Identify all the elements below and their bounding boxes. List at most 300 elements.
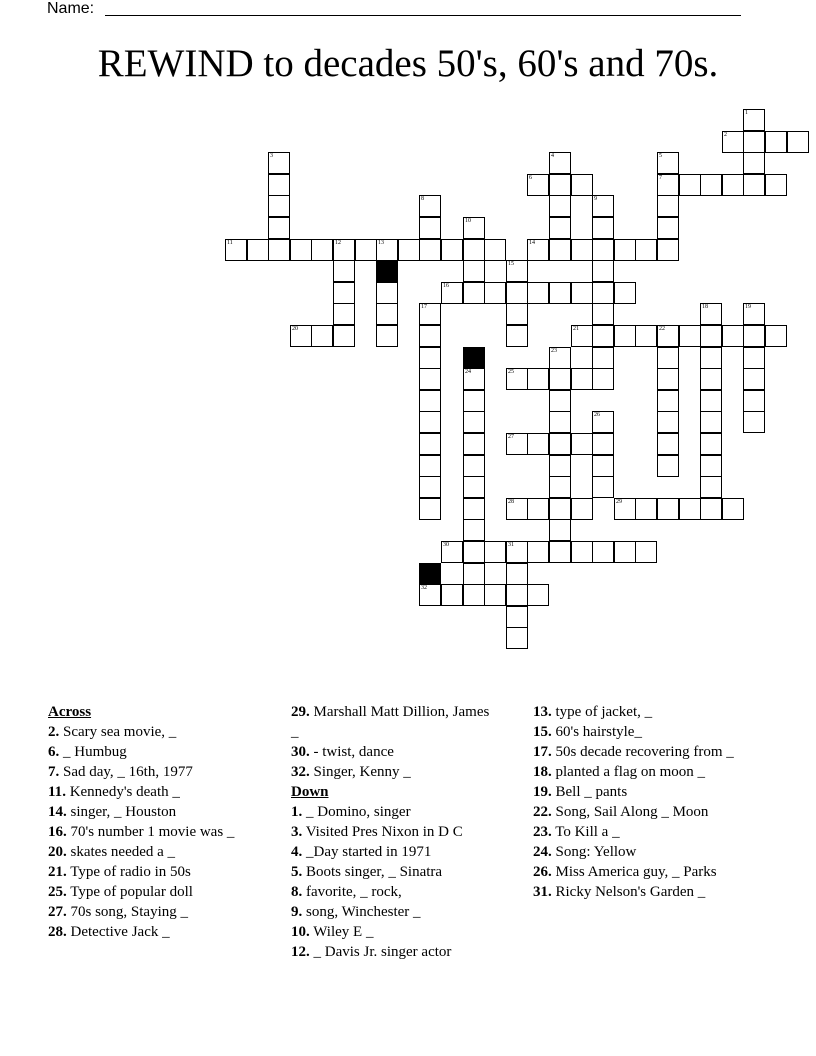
clue-item-number: 9 . — [291, 904, 302, 920]
clue-item-number: 21 . — [48, 864, 67, 880]
crossword-cell[interactable] — [743, 325, 765, 347]
crossword-cell[interactable] — [398, 239, 420, 261]
clue-item-text: To Kill a _ — [555, 824, 620, 840]
clue-column-1 — [48, 702, 278, 942]
crossword-cell[interactable] — [549, 368, 571, 390]
clue-item — [291, 902, 496, 922]
clue-item-number: 25 . — [48, 884, 67, 900]
crossword-cell[interactable] — [527, 584, 549, 606]
crossword-cell[interactable] — [743, 152, 765, 174]
crossword-cell[interactable] — [592, 347, 614, 369]
clue-item-text: skates needed a _ — [70, 844, 176, 860]
crossword-cell[interactable] — [592, 325, 614, 347]
crossword-cell[interactable] — [527, 541, 549, 563]
crossword-cell[interactable] — [549, 174, 571, 196]
clue-item-number: 26 . — [533, 864, 552, 880]
crossword-cell[interactable] — [463, 563, 485, 585]
crossword-cell[interactable] — [419, 498, 441, 520]
crossword-cell[interactable] — [484, 584, 506, 606]
clue-item — [48, 862, 278, 882]
crossword-cell[interactable] — [657, 498, 679, 520]
crossword-cell[interactable] — [268, 195, 290, 217]
across-heading: Across — [48, 704, 92, 720]
clue-item-number: 14 . — [48, 804, 67, 820]
crossword-cell[interactable] — [419, 239, 441, 261]
clue-column-3 — [533, 702, 758, 902]
crossword-cell[interactable] — [571, 282, 593, 304]
crossword-cell[interactable] — [463, 476, 485, 498]
clue-item-text: favorite, _ rock, — [306, 884, 402, 900]
crossword-cell[interactable] — [441, 282, 463, 304]
crossword-cell[interactable] — [592, 239, 614, 261]
crossword-cell[interactable] — [311, 239, 333, 261]
crossword-cell[interactable] — [571, 174, 593, 196]
clue-item — [291, 882, 496, 902]
clue-item — [533, 842, 758, 862]
crossword-cell[interactable] — [700, 347, 722, 369]
clue-item — [48, 902, 278, 922]
crossword-cell[interactable] — [635, 325, 657, 347]
clue-number: 19 — [745, 304, 751, 310]
crossword-cell[interactable] — [376, 282, 398, 304]
crossword-cell[interactable] — [463, 411, 485, 433]
clue-item-number: 16 . — [48, 824, 67, 840]
crossword-cell[interactable] — [635, 239, 657, 261]
crossword-cell[interactable] — [700, 174, 722, 196]
crossword-cell[interactable] — [268, 217, 290, 239]
clue-item-text: type of jacket, _ — [555, 704, 653, 720]
clue-number: 20 — [292, 326, 298, 332]
crossword-cell[interactable] — [506, 627, 528, 649]
crossword-cell[interactable] — [527, 433, 549, 455]
crossword-cell[interactable] — [700, 411, 722, 433]
crossword-cell[interactable] — [700, 455, 722, 477]
clue-item-text: Kennedy's death _ — [69, 784, 180, 800]
clue-item — [291, 862, 496, 882]
clue-number: 31 — [508, 542, 514, 548]
crossword-cell[interactable] — [268, 239, 290, 261]
clue-item-number: 27 . — [48, 904, 67, 920]
crossword-cell[interactable] — [247, 239, 269, 261]
clue-item-text: _ Humbug — [63, 744, 127, 760]
crossword-cell[interactable] — [614, 282, 636, 304]
clue-number: 2 — [724, 132, 727, 138]
crossword-cell[interactable] — [700, 433, 722, 455]
crossword-cell[interactable] — [635, 541, 657, 563]
clue-number: 6 — [529, 175, 532, 181]
crossword-cell[interactable] — [592, 260, 614, 282]
crossword-cell[interactable] — [787, 131, 809, 153]
crossword-cell[interactable] — [743, 174, 765, 196]
crossword-cell[interactable] — [506, 282, 528, 304]
crossword-cell[interactable] — [592, 368, 614, 390]
crossword-cell[interactable] — [463, 390, 485, 412]
clue-item-text: Boots singer, _ Sinatra — [306, 864, 443, 880]
clue-item-text: song, Winchester _ — [306, 904, 421, 920]
crossword-cell[interactable] — [506, 498, 528, 520]
crossword-cell[interactable] — [419, 390, 441, 412]
crossword-cell[interactable] — [571, 498, 593, 520]
crossword-cell[interactable] — [376, 303, 398, 325]
clue-item — [533, 782, 758, 802]
crossword-cell[interactable] — [549, 217, 571, 239]
crossword-cell[interactable] — [743, 368, 765, 390]
crossword-cell[interactable] — [527, 174, 549, 196]
clue-item — [48, 822, 278, 842]
crossword-cell[interactable] — [506, 584, 528, 606]
crossword-cell[interactable] — [592, 217, 614, 239]
crossword-cell[interactable] — [571, 368, 593, 390]
crossword-cell[interactable] — [743, 390, 765, 412]
clue-item — [533, 802, 758, 822]
crossword-cell[interactable] — [419, 303, 441, 325]
clue-number: 13 — [378, 240, 384, 246]
crossword-cell[interactable] — [225, 239, 247, 261]
clue-number: 1 — [745, 110, 748, 116]
crossword-cell[interactable] — [463, 498, 485, 520]
clue-item-text: _ Domino, singer — [306, 804, 411, 820]
crossword-cell[interactable] — [419, 476, 441, 498]
crossword-cell[interactable] — [657, 455, 679, 477]
clue-number: 5 — [659, 153, 662, 159]
crossword-cell[interactable] — [700, 390, 722, 412]
clue-item-number: 30 . — [291, 744, 310, 760]
clue-item-number: 23 . — [533, 824, 552, 840]
clue-item — [533, 762, 758, 782]
crossword-cell[interactable] — [463, 368, 485, 390]
clue-item-text: Song: Yellow — [555, 844, 637, 860]
crossword-cell[interactable] — [657, 368, 679, 390]
clue-item-text: Bell _ pants — [555, 784, 628, 800]
crossword-cell[interactable] — [333, 303, 355, 325]
clue-number: 14 — [529, 240, 535, 246]
clue-item — [48, 882, 278, 902]
clue-item — [533, 882, 758, 902]
crossword-cell[interactable] — [463, 239, 485, 261]
crossword-cell[interactable] — [333, 239, 355, 261]
clue-item-text: Wiley E _ — [313, 924, 374, 940]
crossword-cell[interactable] — [700, 303, 722, 325]
clue-item-text: Visited Pres Nixon in D C — [305, 824, 463, 840]
crossword-cell[interactable] — [419, 584, 441, 606]
name-label: Name: — [47, 0, 95, 17]
black-square — [419, 563, 441, 585]
clue-column-2 — [291, 702, 496, 962]
crossword-cell[interactable] — [376, 325, 398, 347]
crossword-cell[interactable] — [419, 195, 441, 217]
clue-number: 24 — [465, 369, 471, 375]
crossword-cell[interactable] — [700, 498, 722, 520]
clue-number: 22 — [659, 326, 665, 332]
crossword-cell[interactable] — [657, 347, 679, 369]
clue-item-number: 17 . — [533, 744, 552, 760]
crossword-cell[interactable] — [592, 476, 614, 498]
clue-item-text: Sad day, _ 16th, 1977 — [63, 764, 193, 780]
crossword-cell[interactable] — [484, 239, 506, 261]
crossword-cell[interactable] — [290, 325, 312, 347]
clue-item — [533, 722, 758, 742]
clue-item-text: 70's number 1 movie was _ — [70, 824, 235, 840]
clue-number: 32 — [421, 585, 427, 591]
crossword-cell[interactable] — [765, 131, 787, 153]
clue-number: 16 — [443, 283, 449, 289]
crossword-cell[interactable] — [549, 455, 571, 477]
clue-item-number: 11 . — [48, 784, 66, 800]
crossword-cell[interactable] — [549, 476, 571, 498]
crossword-cell[interactable] — [743, 109, 765, 131]
crossword-cell[interactable] — [463, 217, 485, 239]
crossword-cell[interactable] — [419, 217, 441, 239]
crossword-cell[interactable] — [527, 498, 549, 520]
crossword-cell[interactable] — [333, 282, 355, 304]
clue-item-text: Type of radio in 50s — [70, 864, 191, 880]
crossword-cell[interactable] — [549, 519, 571, 541]
crossword-cell[interactable] — [765, 325, 787, 347]
crossword-cell[interactable] — [527, 282, 549, 304]
crossword-cell[interactable] — [441, 541, 463, 563]
crossword-cell[interactable] — [722, 498, 744, 520]
crossword-cell[interactable] — [463, 282, 485, 304]
crossword-cell[interactable] — [549, 411, 571, 433]
crossword-cell[interactable] — [506, 325, 528, 347]
clue-item-number: 18 . — [533, 764, 552, 780]
crossword-cell[interactable] — [571, 239, 593, 261]
clue-item-number: 28 . — [48, 924, 67, 940]
crossword-cell[interactable] — [657, 325, 679, 347]
crossword-cell[interactable] — [376, 239, 398, 261]
crossword-cell[interactable] — [657, 411, 679, 433]
crossword-cell[interactable] — [419, 325, 441, 347]
clue-number: 15 — [508, 261, 514, 267]
crossword-cell[interactable] — [506, 541, 528, 563]
clue-item — [291, 762, 496, 782]
crossword-cell[interactable] — [679, 174, 701, 196]
clue-item-number: 8 . — [291, 884, 302, 900]
clue-item — [291, 742, 496, 762]
crossword-cell[interactable] — [657, 239, 679, 261]
clue-item-text: Song, Sail Along _ Moon — [555, 804, 709, 820]
clue-item — [48, 762, 278, 782]
clue-number: 28 — [508, 499, 514, 505]
crossword-cell[interactable] — [549, 195, 571, 217]
clue-item — [48, 742, 278, 762]
crossword-cell[interactable] — [441, 584, 463, 606]
clue-item-text: Scary sea movie, _ — [63, 724, 177, 740]
clue-item-text: singer, _ Houston — [70, 804, 177, 820]
clue-item-number: 2 . — [48, 724, 59, 740]
crossword-cell[interactable] — [549, 282, 571, 304]
crossword-cell[interactable] — [657, 390, 679, 412]
crossword-cell[interactable] — [527, 368, 549, 390]
crossword-cell[interactable] — [571, 433, 593, 455]
crossword-cell[interactable] — [592, 282, 614, 304]
crossword-cell[interactable] — [657, 174, 679, 196]
clue-item-number: 19 . — [533, 784, 552, 800]
crossword-cell[interactable] — [463, 519, 485, 541]
crossword-cell[interactable] — [592, 195, 614, 217]
clue-item — [533, 822, 758, 842]
page-title: REWIND to decades 50's, 60's and 70s. — [97, 42, 719, 85]
clue-item-number: 7 . — [48, 764, 59, 780]
crossword-cell[interactable] — [549, 433, 571, 455]
clue-item-number: 24 . — [533, 844, 552, 860]
crossword-cell[interactable] — [765, 174, 787, 196]
crossword-cell[interactable] — [743, 131, 765, 153]
crossword-cell[interactable] — [657, 217, 679, 239]
clue-item-text: Ricky Nelson's Garden _ — [555, 884, 706, 900]
crossword-cell[interactable] — [614, 498, 636, 520]
crossword-cell[interactable] — [441, 239, 463, 261]
crossword-cell[interactable] — [722, 174, 744, 196]
crossword-cell[interactable] — [268, 174, 290, 196]
crossword-cell[interactable] — [290, 239, 312, 261]
crossword-cell[interactable] — [506, 260, 528, 282]
down-heading: Down — [291, 784, 329, 800]
clue-item-text: 60's hairstyle_ — [555, 724, 642, 740]
clue-item — [533, 742, 758, 762]
crossword-cell[interactable] — [592, 455, 614, 477]
clue-item-number: 20 . — [48, 844, 67, 860]
crossword-cell[interactable] — [419, 433, 441, 455]
clue-item-number: 3 . — [291, 824, 302, 840]
crossword-cell[interactable] — [463, 260, 485, 282]
crossword-cell[interactable] — [527, 239, 549, 261]
clue-number: 7 — [659, 175, 662, 181]
clue-item-number: 31 . — [533, 884, 552, 900]
crossword-cell[interactable] — [484, 282, 506, 304]
clue-number: 25 — [508, 369, 514, 375]
crossword-cell[interactable] — [506, 368, 528, 390]
crossword-cell[interactable] — [614, 325, 636, 347]
clue-item — [291, 942, 496, 962]
crossword-cell[interactable] — [679, 325, 701, 347]
crossword-cell[interactable] — [419, 455, 441, 477]
clue-item-number: 32 . — [291, 764, 310, 780]
clue-item — [291, 822, 496, 842]
clue-item-text: Detective Jack _ — [70, 924, 170, 940]
clue-number: 27 — [508, 434, 514, 440]
crossword-cell[interactable] — [700, 476, 722, 498]
crossword-cell[interactable] — [722, 325, 744, 347]
clue-item-number: 4 . — [291, 844, 302, 860]
crossword-cell[interactable] — [463, 433, 485, 455]
crossword-cell[interactable] — [549, 347, 571, 369]
crossword-cell[interactable] — [614, 541, 636, 563]
crossword-cell[interactable] — [592, 411, 614, 433]
clue-item-number: 12 . — [291, 944, 310, 960]
crossword-cell[interactable] — [657, 433, 679, 455]
crossword-cell[interactable] — [506, 606, 528, 628]
crossword-cell[interactable] — [657, 152, 679, 174]
clue-number: 8 — [421, 196, 424, 202]
crossword-cell[interactable] — [333, 325, 355, 347]
crossword-cell[interactable] — [657, 195, 679, 217]
clue-item-text: 50s decade recovering from _ — [555, 744, 734, 760]
clue-item-text: planted a flag on moon _ — [555, 764, 706, 780]
crossword-cell[interactable] — [333, 260, 355, 282]
crossword-cell[interactable] — [571, 325, 593, 347]
clue-item-text: _ Davis Jr. singer actor — [313, 944, 452, 960]
crossword-cell[interactable] — [311, 325, 333, 347]
crossword-cell[interactable] — [743, 347, 765, 369]
crossword-cell[interactable] — [743, 411, 765, 433]
crossword-cell[interactable] — [592, 303, 614, 325]
clue-item — [291, 922, 496, 942]
crossword-cell[interactable] — [463, 584, 485, 606]
clue-item-text: Type of popular doll — [70, 884, 193, 900]
clue-item-number: 1 . — [291, 804, 302, 820]
clue-item — [48, 922, 278, 942]
crossword-cell[interactable] — [700, 368, 722, 390]
clue-item — [533, 862, 758, 882]
crossword-cell[interactable] — [614, 239, 636, 261]
crossword-cell[interactable] — [700, 325, 722, 347]
clue-number: 4 — [551, 153, 554, 159]
crossword-cell[interactable] — [549, 239, 571, 261]
crossword-cell[interactable] — [484, 541, 506, 563]
clue-item-number: 22 . — [533, 804, 552, 820]
crossword-cell[interactable] — [549, 498, 571, 520]
crossword-cell[interactable] — [592, 541, 614, 563]
clue-item-number: 13 . — [533, 704, 552, 720]
crossword-cell[interactable] — [419, 411, 441, 433]
clue-item — [48, 782, 278, 802]
clue-number: 12 — [335, 240, 341, 246]
crossword-cell[interactable] — [743, 303, 765, 325]
crossword-cell[interactable] — [463, 541, 485, 563]
clue-item — [291, 802, 496, 822]
clue-item-text: _Day started in 1971 — [306, 844, 432, 860]
clue-item-number: 15 . — [533, 724, 552, 740]
clue-number: 9 — [594, 196, 597, 202]
clue-item-text: Miss America guy, _ Parks — [555, 864, 717, 880]
crossword-cell[interactable] — [419, 347, 441, 369]
clue-number: 18 — [702, 304, 708, 310]
crossword-cell[interactable] — [549, 541, 571, 563]
crossword-cell[interactable] — [419, 368, 441, 390]
clue-item-number: 5 . — [291, 864, 302, 880]
crossword-cell[interactable] — [722, 131, 744, 153]
crossword-cell[interactable] — [355, 239, 377, 261]
clue-item — [48, 802, 278, 822]
crossword-cell[interactable] — [549, 152, 571, 174]
clue-number: 21 — [573, 326, 579, 332]
crossword-cell[interactable] — [463, 455, 485, 477]
black-square — [463, 347, 485, 369]
crossword-cell[interactable] — [506, 303, 528, 325]
crossword-cell[interactable] — [592, 433, 614, 455]
clue-item-text: - twist, dance — [313, 744, 394, 760]
crossword-cell[interactable] — [268, 152, 290, 174]
clue-item-number: 6 . — [48, 744, 59, 760]
crossword-cell[interactable] — [549, 390, 571, 412]
clue-number: 11 — [227, 240, 233, 246]
crossword-cell[interactable] — [571, 541, 593, 563]
crossword-cell[interactable] — [679, 498, 701, 520]
clue-item — [533, 702, 758, 722]
crossword-cell[interactable] — [506, 563, 528, 585]
crossword-cell[interactable] — [635, 498, 657, 520]
clue-number: 29 — [616, 499, 622, 505]
crossword-cell[interactable] — [506, 433, 528, 455]
clue-number: 26 — [594, 412, 600, 418]
clue-number: 17 — [421, 304, 427, 310]
clue-item-number: 29 . — [291, 704, 310, 720]
clue-item-text: 70s song, Staying _ — [70, 904, 189, 920]
clue-number: 30 — [443, 542, 449, 548]
clue-number: 10 — [465, 218, 471, 224]
clue-item — [291, 702, 496, 742]
